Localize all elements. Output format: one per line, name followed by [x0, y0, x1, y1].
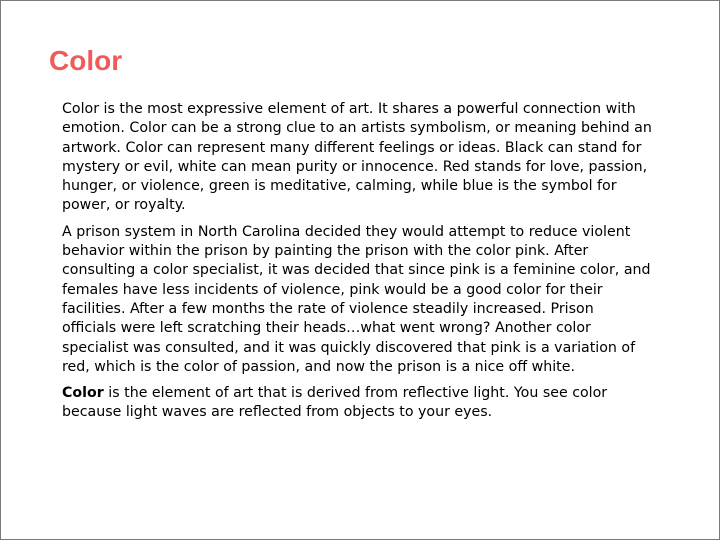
slide-title: Color	[49, 45, 123, 76]
paragraph-color-definition	[62, 384, 652, 423]
paragraph-prison-story: A prison system in North Carolina decided they would attempt to reduce violent behavior within the prison by painting the prison with the color pink. After consulting a color specialist, it was decided that since pink is a feminine color, and females have less incidents of violence, pink would be a good color for their facilities. After a few months the rate of violence steadily increased. Prison officials were left scratching their heads…what went wrong? Another color specialist was consulted, and it was quickly discovered that pink is a variation of red, which is the color of passion, and now the prison is a nice off white.	[62, 223, 651, 375]
slide-body	[62, 100, 652, 430]
definition-text: is the element of art that is derived from reflective light. You see color because light waves are reflected from objects to your eyes.	[62, 385, 608, 421]
paragraph-color-emotion: Color is the most expressive element of art. It shares a powerful connection with emotion. Color can be a strong clue to an artists symbolism, or meaning behind an artwork. Color can represent many different feelings or ideas. Black can stand for mystery or evil, white can mean purity or innocence. Red stands for love, passion, hunger, or violence, green is meditative, calming, while blue is the symbol for power, or royalty.	[62, 101, 652, 214]
definition-term: Color	[62, 385, 104, 402]
